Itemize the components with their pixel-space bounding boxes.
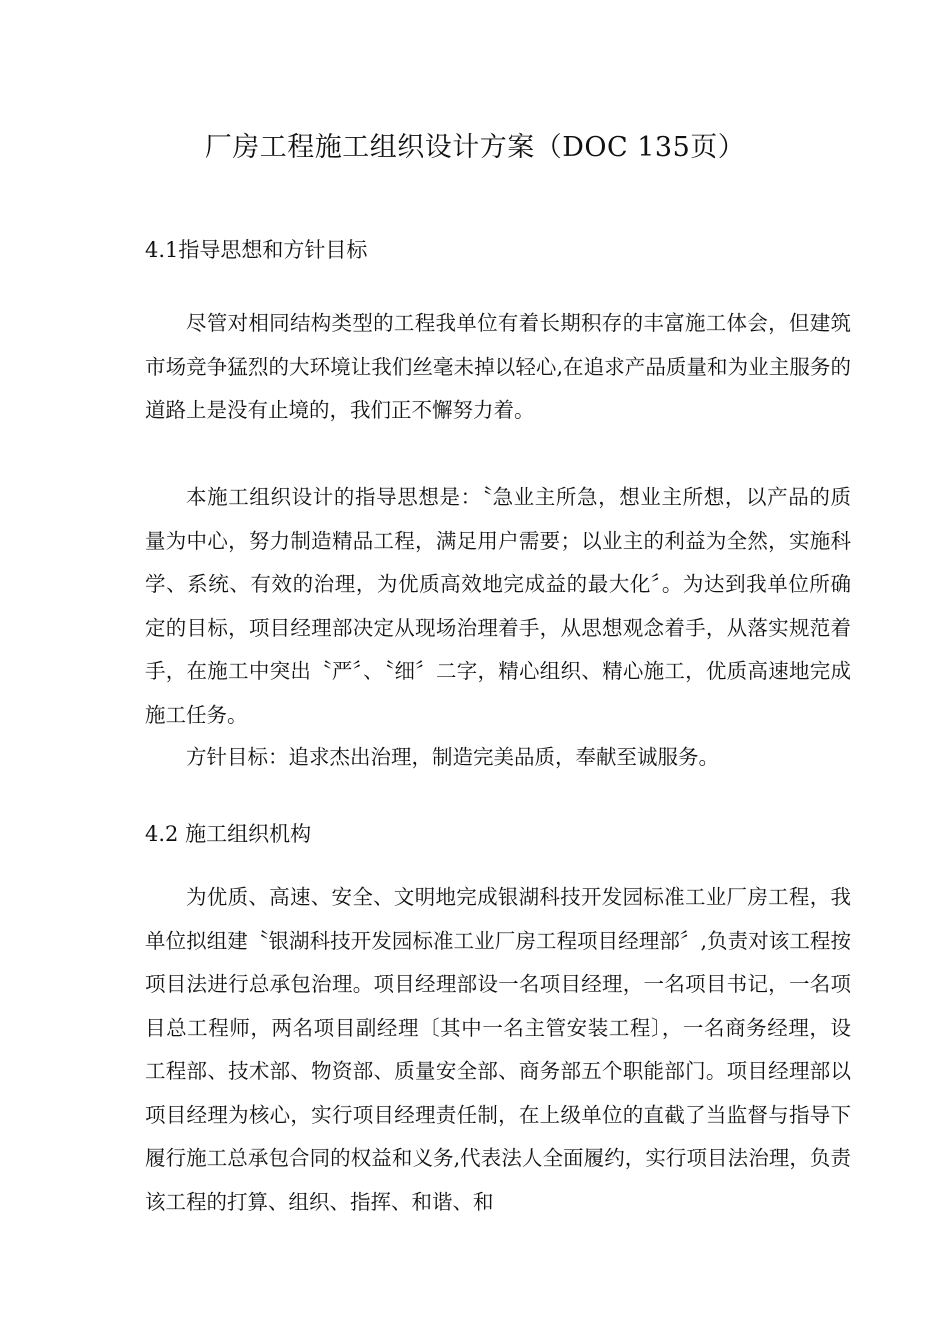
section-heading-4-1: 4.1指导思想和方针目标 bbox=[145, 238, 368, 262]
section-heading-4-2: 4.2 施工组织机构 bbox=[145, 822, 312, 846]
paragraph-4-1-intro: 尽管对相同结构类型的工程我单位有着长期积存的丰富施工体会，但建筑市场竞争猛烈的大环境让我们丝毫未掉以轻心,在追求产品质量和为业主服务的道路上是没有止境的，我们正不懈努力着。 bbox=[145, 311, 851, 422]
paragraph-4-1-policy-goal: 方针目标：追求杰出治理，制造完美品质，奉献至诚服务。 bbox=[186, 745, 719, 769]
paragraph-4-1-guiding-ideology: 本施工组织设计的指导思想是：〝急业主所急，想业主所想，以产品的质量为中心，努力制造精品工程，满足用户需要；以业主的利益为全然，实施科学、系统、有效的治理，为优质高效地完成益的最大化〞。为达到我单位所确定的目标，项目经理部决定从现场治理着手，从思想观念着手，从落实规范着手，在施工中突出〝严〞、〝细〞二字，精心组织、精心施工，优质高速地完成施工任务。 bbox=[145, 485, 851, 727]
document-title: 厂房工程施工组织设计方案（DOC 135页） bbox=[204, 132, 746, 163]
paragraph-4-2-organization: 为优质、高速、安全、文明地完成银湖科技开发园标准工业厂房工程，我单位拟组建〝银湖科技开发园标准工业厂房工程项目经理部〞,负责对该工程按项目法进行总承包治理。项目经理部设一名项目经理，一名项目书记，一名项目总工程师，两名项目副经理〔其中一名主管安装工程〕，一名商务经理，设工程部、技术部、物资部、质量安全部、商务部五个职能部门。项目经理部以项目经理为核心，实行项目经理责任制，在上级单位的直截了当监督与指导下履行施工总承包合同的权益和义务,代表法人全面履约，实行项目法治理，负责该工程的打算、组织、指挥、和谐、和 bbox=[145, 885, 851, 1214]
